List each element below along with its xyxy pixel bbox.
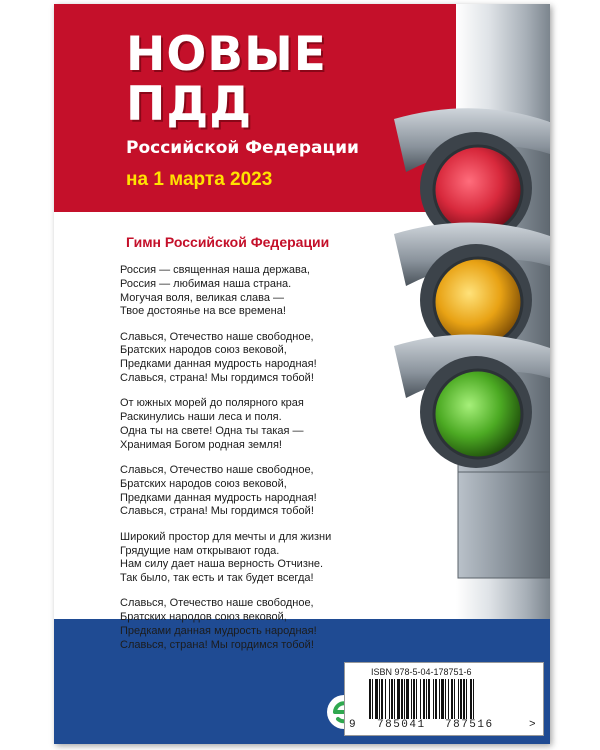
isbn-label: ISBN 978-5-04-178751-6	[371, 667, 472, 677]
barcode-bar	[411, 679, 412, 719]
barcode-bars	[367, 679, 527, 719]
anthem-line: Славься, Отечество наше свободное,	[120, 464, 314, 477]
anthem-stanza	[120, 331, 360, 386]
barcode-bar	[445, 679, 446, 719]
barcode-bar	[391, 679, 393, 719]
anthem-line: Хранимая Богом родная земля!	[120, 438, 282, 451]
barcode-bar	[406, 679, 409, 719]
barcode-arrow: >	[529, 719, 536, 731]
barcode-digit-first: 9	[349, 719, 356, 731]
anthem-stanza	[120, 264, 360, 319]
anthem-line: Славься, страна! Мы гордимся тобой!	[120, 505, 314, 518]
barcode-bar	[372, 679, 373, 719]
anthem-line: Славься, Отечество наше свободное,	[120, 330, 314, 343]
anthem-line: Грядущие нам открывают года.	[120, 544, 280, 557]
anthem-line: Предками данная мудрость народная!	[120, 491, 317, 504]
anthem-stanza	[120, 597, 360, 652]
anthem-line: Так было, так есть и так будет всегда!	[120, 572, 314, 585]
anthem-line: Братских народов союз вековой,	[120, 477, 287, 490]
anthem-line: Братских народов союз вековой,	[120, 344, 287, 357]
barcode-bar	[439, 679, 440, 719]
anthem-title: Гимн Российской Федерации	[126, 234, 330, 250]
barcode-bar	[426, 679, 427, 719]
barcode-bar	[423, 679, 425, 719]
title-line-1: НОВЫЕ	[126, 27, 327, 82]
barcode-bar	[466, 679, 467, 719]
barcode-bar	[369, 679, 371, 719]
anthem-line: Нам силу дает наша верность Отчизне.	[120, 558, 324, 571]
barcode-bar	[433, 679, 434, 719]
anthem-text	[120, 264, 360, 664]
anthem-line: Россия — священная наша держава,	[120, 264, 310, 276]
barcode-bar	[379, 679, 380, 719]
anthem-line: Россия — любимая наша страна.	[120, 277, 292, 290]
anthem-line: Могучая воля, великая слава —	[120, 291, 285, 304]
anthem-line: Предками данная мудрость народная!	[120, 358, 317, 371]
barcode-bar	[397, 679, 400, 719]
barcode-digits-right: 787516	[445, 719, 494, 731]
barcode-bar	[375, 679, 378, 719]
book-title	[126, 27, 327, 132]
barcode-bar	[470, 679, 472, 719]
anthem-stanza	[120, 464, 360, 519]
barcode-bar	[416, 679, 417, 719]
barcode-bar	[435, 679, 437, 719]
barcode-bar	[473, 679, 474, 719]
edition-date: на 1 марта 2023	[126, 169, 273, 190]
anthem-line: Славься, страна! Мы гордимся тобой!	[120, 638, 314, 651]
barcode-bar	[448, 679, 449, 719]
barcode-digits-left: 785041	[377, 719, 426, 731]
anthem-line: Твое достоянье на все времена!	[120, 305, 286, 318]
barcode-bar	[441, 679, 444, 719]
barcode-bar	[451, 679, 453, 719]
anthem-line: Славься, страна! Мы гордимся тобой!	[120, 372, 314, 385]
anthem-stanza	[120, 397, 360, 452]
anthem-line: Братских народов союз вековой,	[120, 611, 287, 624]
barcode-bar	[420, 679, 421, 719]
anthem-line: Широкий простор для мечты и для жизни	[120, 530, 332, 543]
anthem-line: Славься, Отечество наше свободное,	[120, 597, 314, 610]
barcode-bar	[463, 679, 465, 719]
barcode-bar	[394, 679, 395, 719]
barcode-bar	[381, 679, 383, 719]
book-back-cover	[54, 4, 550, 744]
barcode-bar	[413, 679, 415, 719]
anthem-stanza	[120, 531, 360, 586]
barcode-bar	[401, 679, 403, 719]
barcode-bar	[385, 679, 386, 719]
barcode-bar	[389, 679, 390, 719]
isbn-barcode	[344, 662, 544, 736]
anthem-line: От южных морей до полярного края	[120, 397, 304, 410]
barcode-bar	[458, 679, 459, 719]
anthem-line: Предками данная мудрость народная!	[120, 625, 317, 638]
barcode-bar	[454, 679, 455, 719]
anthem-line: Одна ты на свете! Одна ты такая —	[120, 424, 304, 437]
barcode-bar	[428, 679, 430, 719]
barcode-bar	[404, 679, 405, 719]
book-subtitle: Российской Федерации	[126, 138, 359, 158]
anthem-line: Раскинулись наши леса и поля.	[120, 411, 282, 424]
title-line-2: ПДД	[126, 77, 253, 132]
barcode-bar	[460, 679, 462, 719]
